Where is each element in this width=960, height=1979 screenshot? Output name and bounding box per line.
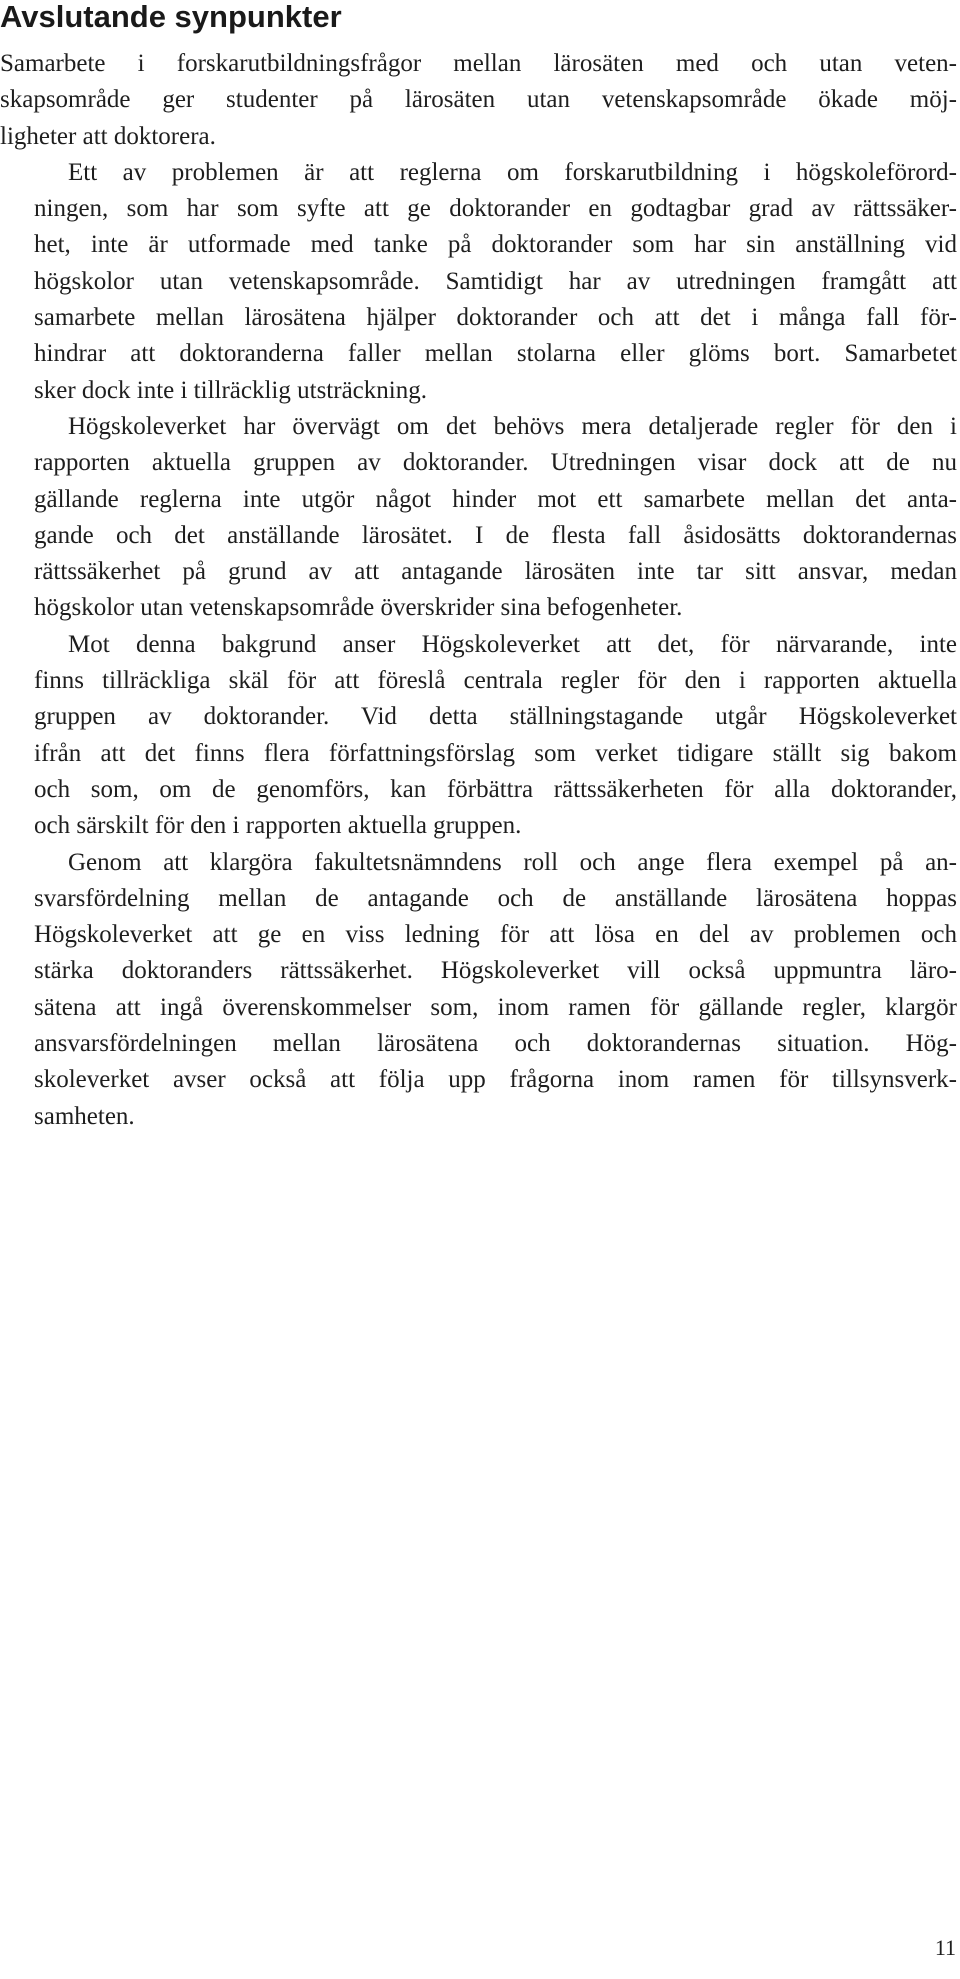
text-line: och som, om de genomförs, kan förbättra rättssäkerheten för alla doktorander, bbox=[34, 775, 957, 803]
text-line: samheten. bbox=[34, 1102, 135, 1130]
text-line: skapsområde ger studenter på lärosäten utan vetenskapsområde ökade möj- bbox=[0, 86, 957, 114]
paragraph bbox=[0, 46, 957, 155]
text-line: gruppen av doktorander. Vid detta ställningstagande utgår Högskoleverket bbox=[34, 703, 957, 731]
text-line: Högskoleverket att ge en viss ledning för att lösa en del av problemen och bbox=[34, 921, 957, 949]
text-line: gällande reglerna inte utgör något hinder mot ett samarbete mellan det anta- bbox=[34, 485, 957, 513]
body-text bbox=[0, 46, 957, 1135]
text-line: sker dock inte i tillräcklig utsträckning. bbox=[34, 376, 427, 404]
text-line: Mot denna bakgrund anser Högskoleverket att det, för närvarande, inte bbox=[68, 630, 957, 658]
text-line: hindrar att doktoranderna faller mellan stolarna eller glöms bort. Samarbetet bbox=[34, 340, 957, 368]
text-line: ifrån att det finns flera författningsförslag som verket tidigare ställt sig bakom bbox=[34, 739, 957, 767]
text-line: Högskoleverket har övervägt om det behövs mera detaljerade regler för den i bbox=[68, 412, 957, 440]
text-line: rättssäkerhet på grund av att antagande lärosäten inte tar sitt ansvar, medan bbox=[34, 558, 957, 586]
paragraph bbox=[0, 409, 957, 627]
text-line: ningen, som har som syfte att ge doktorander en godtagbar grad av rättssäker- bbox=[34, 195, 957, 223]
text-line: samarbete mellan lärosätena hjälper doktorander och att det i många fall för- bbox=[34, 304, 957, 332]
text-line: Ett av problemen är att reglerna om forskarutbildning i högskoleförord- bbox=[68, 158, 957, 186]
paragraph bbox=[0, 845, 957, 1135]
paragraph bbox=[0, 627, 957, 845]
section-heading: Avslutande synpunkter bbox=[0, 0, 342, 34]
text-line: skoleverket avser också att följa upp frågorna inom ramen för tillsynsverk- bbox=[34, 1066, 957, 1094]
text-line: finns tillräckliga skäl för att föreslå centrala regler för den i rapporten aktuella bbox=[34, 667, 957, 695]
text-line: het, inte är utformade med tanke på doktorander som har sin anställning vid bbox=[34, 231, 957, 259]
paragraph bbox=[0, 155, 957, 409]
text-line: Genom att klargöra fakultetsnämndens roll och ange flera exempel på an- bbox=[68, 848, 957, 876]
text-line: och särskilt för den i rapporten aktuella gruppen. bbox=[34, 812, 522, 840]
page-number: 11 bbox=[934, 1935, 956, 1960]
text-line: stärka doktoranders rättssäkerhet. Högskoleverket vill också uppmuntra läro- bbox=[34, 957, 957, 985]
text-line: ansvarsfördelningen mellan lärosätena och doktorandernas situation. Hög- bbox=[34, 1030, 957, 1058]
text-line: ligheter att doktorera. bbox=[0, 122, 216, 150]
text-line: rapporten aktuella gruppen av doktorander. Utredningen visar dock att de nu bbox=[34, 449, 957, 477]
text-line: sätena att ingå överenskommelser som, inom ramen för gällande regler, klargör bbox=[34, 993, 957, 1021]
text-line: Samarbete i forskarutbildningsfrågor mellan lärosäten med och utan veten- bbox=[0, 50, 957, 77]
text-line: högskolor utan vetenskapsområde överskrider sina befogenheter. bbox=[34, 594, 683, 622]
text-line: högskolor utan vetenskapsområde. Samtidigt har av utredningen framgått att bbox=[34, 267, 957, 295]
text-line: gande och det anställande lärosätet. I de flesta fall åsidosätts doktorandernas bbox=[34, 521, 957, 549]
text-line: svarsfördelning mellan de antagande och de anställande lärosätena hoppas bbox=[34, 884, 957, 912]
